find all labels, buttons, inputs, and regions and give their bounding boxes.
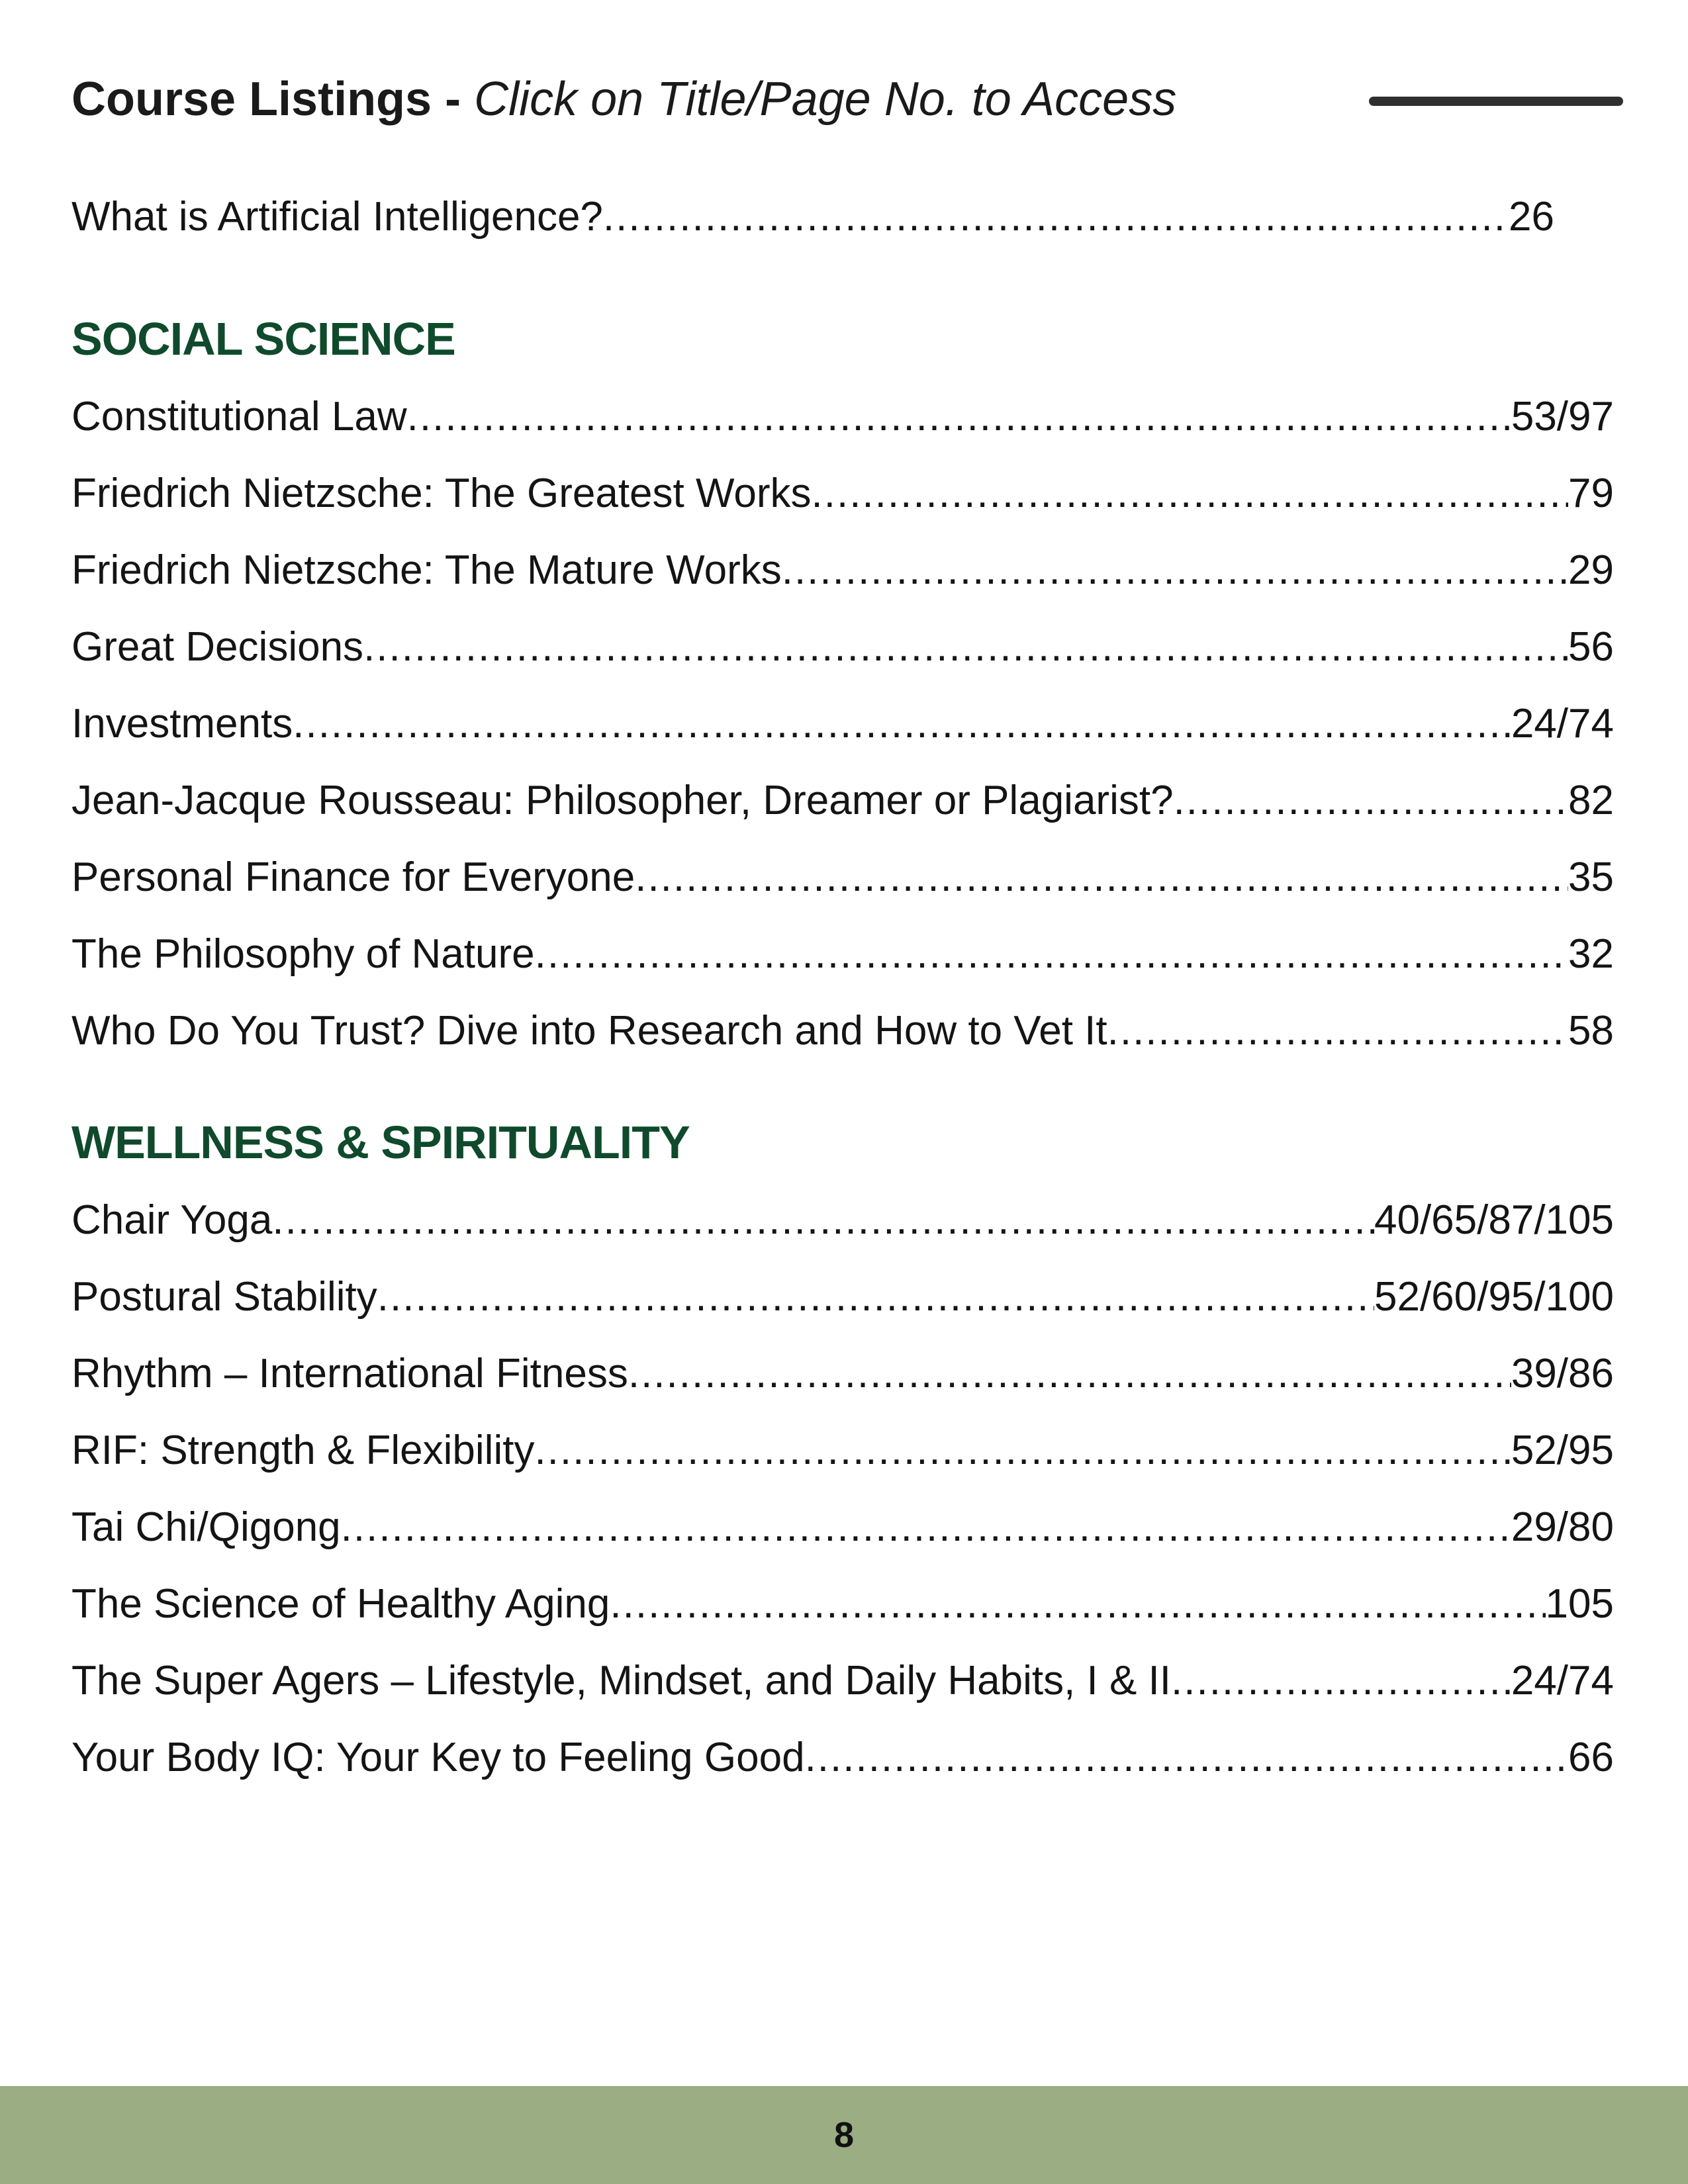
toc-entry-page: 32 (1568, 931, 1614, 977)
toc-entry-title: Postural Stability (71, 1274, 377, 1320)
toc-entry[interactable] (71, 1489, 1614, 1566)
toc-entry[interactable] (71, 609, 1614, 686)
toc-entry[interactable] (71, 1643, 1614, 1719)
toc-entry-page: 52/95 (1511, 1428, 1614, 1473)
toc-entry-what-is-ai[interactable] (71, 179, 1614, 255)
toc-leader-dots (272, 1182, 1374, 1259)
toc-entry-title: Jean-Jacque Rousseau: Philosopher, Dreamer or Plagiarist? (71, 778, 1174, 823)
toc-entry-title: Investments (71, 701, 293, 747)
toc-entry-page: 24/74 (1511, 1658, 1614, 1704)
toc-entry-page: 58 (1568, 1008, 1614, 1054)
page-title (71, 66, 1176, 132)
toc-leader-dots (812, 455, 1569, 532)
toc-leader-dots (610, 1566, 1545, 1643)
toc-entry-page: 24/74 (1511, 701, 1614, 747)
toc-entry[interactable] (71, 1566, 1614, 1643)
toc-entry[interactable] (71, 993, 1614, 1069)
toc-leader-dots (293, 686, 1511, 762)
toc-entry[interactable] (71, 1336, 1614, 1412)
header-divider (1369, 97, 1623, 106)
toc-entry-title: Personal Finance for Everyone (71, 854, 635, 900)
toc-entry-title: Chair Yoga (71, 1197, 273, 1243)
toc-entry[interactable] (71, 916, 1614, 993)
toc-entry-title: Constitutional Law (71, 394, 407, 439)
toc-entry-page: 29 (1568, 547, 1614, 593)
toc-entry-page: 40/65/87/105 (1374, 1197, 1614, 1243)
toc-entry-title: The Super Agers – Lifestyle, Mindset, and Daily Habits, I & II (71, 1658, 1172, 1704)
toc-leader-dots (534, 1412, 1511, 1489)
toc-entry-page: 26 (1509, 194, 1554, 240)
toc-entry[interactable] (71, 379, 1614, 455)
page-footer (0, 2086, 1688, 2184)
toc-entry[interactable] (71, 686, 1614, 762)
section-heading: WELLNESS & SPIRITUALITY (71, 1116, 690, 1168)
toc-entry[interactable] (71, 1259, 1614, 1336)
toc-entry[interactable] (71, 455, 1614, 532)
toc-entry-title: Great Decisions (71, 624, 364, 670)
toc-entry[interactable] (71, 1182, 1614, 1259)
toc-leader-dots (782, 532, 1568, 609)
toc-entry-page: 29/80 (1511, 1504, 1614, 1550)
toc-entry[interactable] (71, 532, 1614, 609)
toc-entry-page: 56 (1568, 624, 1614, 670)
toc-entry-page: 79 (1568, 471, 1614, 516)
page-header (71, 66, 1620, 132)
toc-entry-title: The Science of Healthy Aging (71, 1581, 610, 1627)
toc-leader-dots (363, 609, 1568, 686)
toc-leader-dots (628, 1336, 1511, 1412)
toc-leader-dots (535, 916, 1568, 993)
toc-entry-page: 53/97 (1511, 394, 1614, 439)
toc-entry-title: Rhythm – International Fitness (71, 1351, 628, 1396)
toc-leader-dots (603, 179, 1509, 255)
toc-entry-page: 52/60/95/100 (1374, 1274, 1614, 1320)
toc-entry-page: 39/86 (1511, 1351, 1614, 1396)
toc-leader-dots (635, 839, 1568, 916)
toc-entry-title: Who Do You Trust? Dive into Research and How to Vet It (71, 1008, 1107, 1054)
toc-entry-page: 105 (1545, 1581, 1614, 1627)
toc-leader-dots (341, 1489, 1511, 1566)
toc-leader-dots (1107, 993, 1568, 1069)
toc-entry-title: Friedrich Nietzsche: The Greatest Works (71, 471, 812, 516)
toc-entry-title: What is Artificial Intelligence? (71, 194, 603, 240)
toc-entry[interactable] (71, 839, 1614, 916)
page-title-bold: Course Listings - (71, 73, 461, 126)
page-number: 8 (833, 2115, 855, 2155)
toc-leader-dots (407, 379, 1511, 455)
toc-leader-dots (1171, 1643, 1511, 1719)
toc-section (71, 266, 1614, 1069)
course-listing (71, 179, 1614, 1796)
page-title-instruction: Click on Title/Page No. to Access (474, 73, 1177, 126)
toc-entry[interactable] (71, 1412, 1614, 1489)
section-heading: SOCIAL SCIENCE (71, 313, 455, 365)
toc-entry-page: 35 (1568, 854, 1614, 900)
toc-entry-page: 82 (1568, 778, 1614, 823)
toc-entry-title: RIF: Strength & Flexibility (71, 1428, 535, 1473)
toc-entry-title: Friedrich Nietzsche: The Mature Works (71, 547, 782, 593)
toc-sections (71, 266, 1614, 1796)
toc-entry-title: Your Body IQ: Your Key to Feeling Good (71, 1735, 805, 1780)
toc-entry-title: The Philosophy of Nature (71, 931, 535, 977)
toc-entry-title: Tai Chi/Qigong (71, 1504, 341, 1550)
toc-leader-dots (377, 1259, 1374, 1336)
toc-entry[interactable] (71, 1719, 1614, 1796)
toc-section (71, 1069, 1614, 1796)
toc-entry-page: 66 (1568, 1735, 1614, 1780)
toc-entry[interactable] (71, 762, 1614, 839)
toc-leader-dots (805, 1719, 1568, 1796)
toc-leader-dots (1174, 762, 1568, 839)
